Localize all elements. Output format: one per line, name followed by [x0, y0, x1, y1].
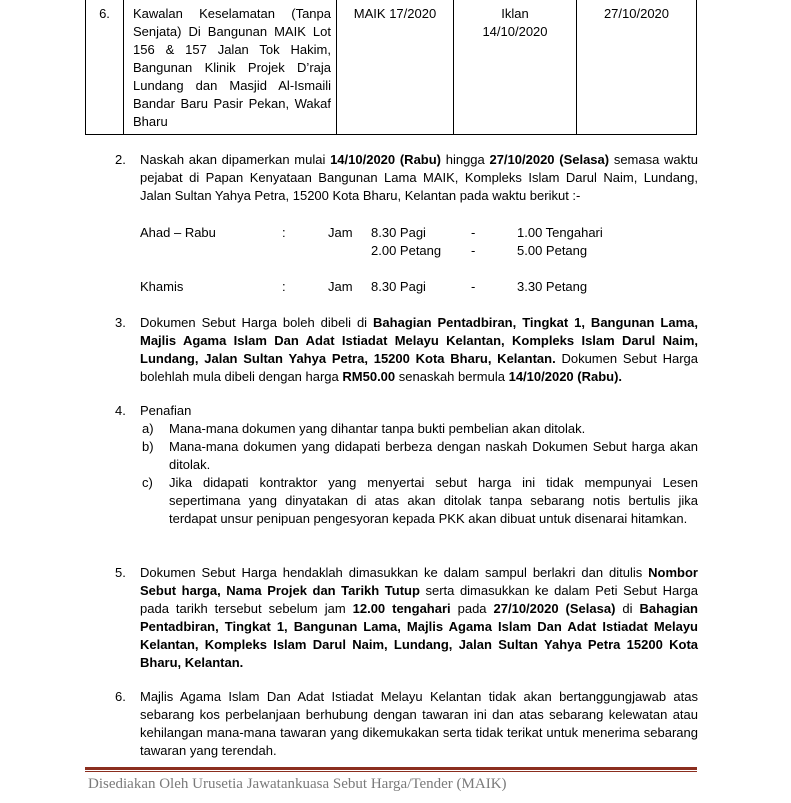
schedule-day-2: Khamis [140, 279, 184, 294]
paragraph-2 [115, 151, 698, 207]
row-closing-date: 27/10/2020 [577, 0, 697, 135]
row-reference: MAIK 17/2020 [337, 0, 454, 135]
paragraph-text [140, 564, 698, 672]
paragraph-number: 4. [115, 403, 126, 418]
schedule-dash-2: - [471, 243, 476, 258]
sub-item-letter: c) [142, 475, 153, 490]
schedule-dash-3: - [471, 279, 476, 294]
bold-address: Bahagian Pentadbiran, Tingkat 1, Bangunan Lama, Majlis Agama Islam Dan Adat Istiadat Melayu Kelantan, Kompleks Islam Darul Naim, Lundang, Jalan Sultan Yahya Petra 15200 Kota Bharu, Kelantan. [140, 601, 698, 670]
iklan-label: Iklan [501, 6, 529, 21]
paragraph-6 [115, 688, 698, 762]
paragraph-text: Majlis Agama Islam Dan Adat Istiadat Melayu Kelantan tidak akan bertanggungjawab atas sebarang kos perbelanjaan berhubung dengan tawaran ini dan atas sebarang kelewatan atau kehilangan mana-mana tawaran yang dikemukakan serta tidak terikat untuk menerima sebarang tawaran yang terendah. [140, 689, 698, 758]
schedule-jam-1: Jam [328, 225, 353, 240]
schedule-jam-2: Jam [328, 279, 353, 294]
bold-date-end: 27/10/2020 (Selasa) [489, 152, 610, 167]
footer-divider-thin [85, 771, 697, 772]
bold-address: Bahagian Pentadbiran, Tingkat 1, Bangunan Lama, Majlis Agama Islam Dan Adat Istiadat Melayu Kelantan, Kompleks Islam Darul Naim, Lundang, Jalan Sultan Yahya Petra, 15200 Kota Bharu, Kelantan. [140, 315, 699, 366]
table-row [86, 0, 697, 135]
text-span: serta dimasukkan ke dalam Peti Sebut Harga pada tarikh tersebut sebelum jam [140, 583, 699, 616]
paragraph-number: 6. [115, 689, 126, 704]
sub-item-text: Jika didapati kontraktor yang menyertai sebut harga ini tidak mempunyai Lesen sepertimana yang dinyatakan di atas akan ditolak tanpa sebarang notis bertulis jika terdapat unsur penipuan pengesyoran kepada PKK akan dibuat untuk disenarai hitamkan. [169, 475, 698, 526]
bold-label: Nombor Sebut harga, Nama Projek dan Tarikh Tutup [140, 565, 698, 598]
text-span: Dokumen Sebut Harga boleh dibeli di [140, 315, 374, 330]
iklan-date: 14/10/2020 [482, 24, 548, 39]
bold-time: 12.00 tengahari [352, 601, 451, 616]
paragraph-title: Penafian [140, 403, 192, 418]
schedule-from-1: 8.30 Pagi [371, 225, 426, 240]
sub-item-text: Mana-mana dokumen yang didapati berbeza dengan naskah Dokumen Sebut harga akan ditolak. [169, 439, 698, 472]
schedule-to-1: 1.00 Tengahari [517, 225, 603, 240]
text-span: Dokumen Sebut Harga hendaklah dimasukkan ke dalam sampul berlakri dan ditulis [140, 565, 649, 580]
paragraph-5 [115, 564, 698, 674]
footer-divider-thick [85, 767, 697, 770]
schedule-from-3: 8.30 Pagi [371, 279, 426, 294]
schedule-from-2: 2.00 Petang [371, 243, 442, 258]
text-span: Naskah akan dipamerkan mulai [140, 152, 331, 167]
bold-date: 27/10/2020 (Selasa) [493, 601, 616, 616]
row-iklan [454, 0, 577, 135]
sub-item-letter: b) [142, 439, 154, 454]
text-span: hingga [441, 152, 490, 167]
paragraph-number: 5. [115, 565, 126, 580]
schedule-to-2: 5.00 Petang [517, 243, 588, 258]
text-span: senaskah bermula [395, 369, 509, 384]
footer-text: Disediakan Oleh Urusetia Jawatankuasa Sebut Harga/Tender (MAIK) [88, 776, 507, 792]
bold-date-start: 14/10/2020 (Rabu) [330, 152, 442, 167]
paragraph-3 [115, 314, 698, 388]
text-span: di [615, 601, 640, 616]
quotation-table [85, 0, 697, 135]
paragraph-text [140, 151, 698, 205]
schedule-dash-1: - [471, 225, 476, 240]
paragraph-4 [115, 402, 698, 422]
text-span: pada [450, 601, 494, 616]
paragraph-number: 3. [115, 315, 126, 330]
paragraph-text [140, 314, 698, 386]
text-span: semasa waktu pejabat di Papan Kenyataan Bangunan Lama MAIK, Kompleks Islam Darul Naim, Lundang, Jalan Sultan Yahya Petra, 15200 Kota Bharu, Kelantan pada waktu berikut :- [140, 152, 698, 203]
schedule-to-3: 3.30 Petang [517, 279, 588, 294]
sub-item-letter: a) [142, 421, 154, 436]
schedule-colon-1: : [282, 225, 286, 240]
bold-date: 14/10/2020 (Rabu). [508, 369, 623, 384]
row-number: 6. [86, 0, 124, 135]
row-description: Kawalan Keselamatan (Tanpa Senjata) Di Bangunan MAIK Lot 156 & 157 Jalan Tok Hakim, Bangunan Klinik Projek D’raja Lundang dan Masjid Al-Ismaili Bandar Baru Pasir Pekan, Wakaf Bharu [124, 0, 337, 135]
schedule-day-1: Ahad – Rabu [140, 225, 216, 240]
schedule-colon-2: : [282, 279, 286, 294]
paragraph-number: 2. [115, 152, 126, 167]
text-span: Dokumen Sebut Harga bolehlah mula dibeli dengan harga [140, 351, 698, 384]
bold-price: RM50.00 [342, 369, 396, 384]
sub-item-text: Mana-mana dokumen yang dihantar tanpa bukti pembelian akan ditolak. [169, 421, 586, 436]
